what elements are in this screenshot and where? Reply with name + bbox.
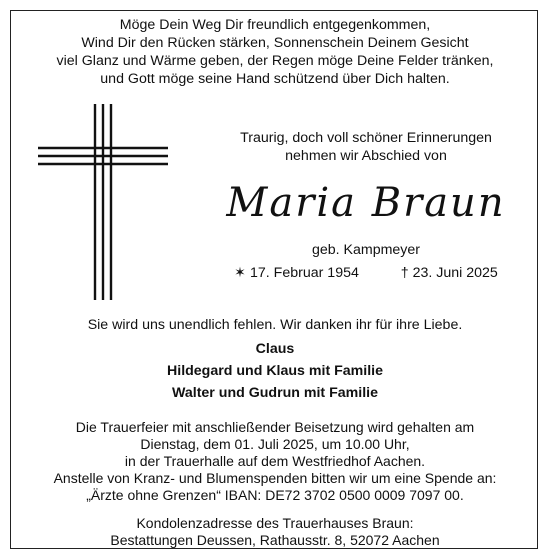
service-line: Dienstag, dem 01. Juli 2025, um 10.00 Uhr, [140, 436, 410, 452]
poem-line: Wind Dir den Rücken stärken, Sonnenschein Deinem Gesicht [81, 35, 469, 51]
thanks-line: Sie wird uns unendlich fehlen. Wir danken ihr für ihre Liebe. [87, 317, 463, 333]
condolence-line: Bestattungen Deussen, Rathausstr. 8, 52072 Aachen [110, 532, 440, 548]
poem [0, 16, 550, 88]
poem-line: viel Glanz und Wärme geben, der Regen möge Deine Felder tränken, [56, 53, 494, 69]
poem-line: Möge Dein Weg Dir freundlich entgegenkommen, [119, 17, 431, 33]
family-list [0, 338, 550, 404]
service-line: in der Trauerhalle auf dem Westfriedhof Aachen. [124, 453, 426, 469]
deceased-name: Maria Braun [226, 180, 506, 226]
death-date-group [401, 264, 498, 282]
maiden-name: geb. Kampmeyer [311, 242, 421, 258]
intro-text [196, 129, 536, 165]
service-line: „Ärzte ohne Grenzen“ IBAN: DE72 3702 0500 0009 7097 00. [86, 487, 464, 503]
poem-line: und Gott möge seine Hand schützend über Dich halten. [100, 71, 450, 87]
cross-icon [38, 104, 168, 300]
service-line: Die Trauerfeier mit anschließender Beisetzung wird gehalten am [75, 419, 475, 435]
birth-date: 17. Februar 1954 [250, 265, 359, 281]
condolence-line: Kondolenzadresse des Trauerhauses Braun: [136, 515, 414, 531]
intro-line: Traurig, doch voll schöner Erinnerungen [240, 130, 492, 146]
family-member: Claus [255, 341, 295, 357]
service-line: Anstelle von Kranz- und Blumenspenden bitten wir um eine Spende an: [53, 470, 497, 486]
intro-line: nehmen wir Abschied von [285, 148, 447, 164]
condolence-address [0, 515, 550, 549]
family-member: Walter und Gudrun mit Familie [172, 385, 378, 401]
birth-date-group [234, 264, 359, 282]
star-icon: ✶ [234, 265, 247, 281]
service-info [0, 419, 550, 504]
dagger-icon: † [400, 265, 409, 281]
life-dates [196, 264, 536, 282]
death-date: 23. Juni 2025 [412, 265, 498, 281]
family-member: Hildegard und Klaus mit Familie [167, 363, 383, 379]
